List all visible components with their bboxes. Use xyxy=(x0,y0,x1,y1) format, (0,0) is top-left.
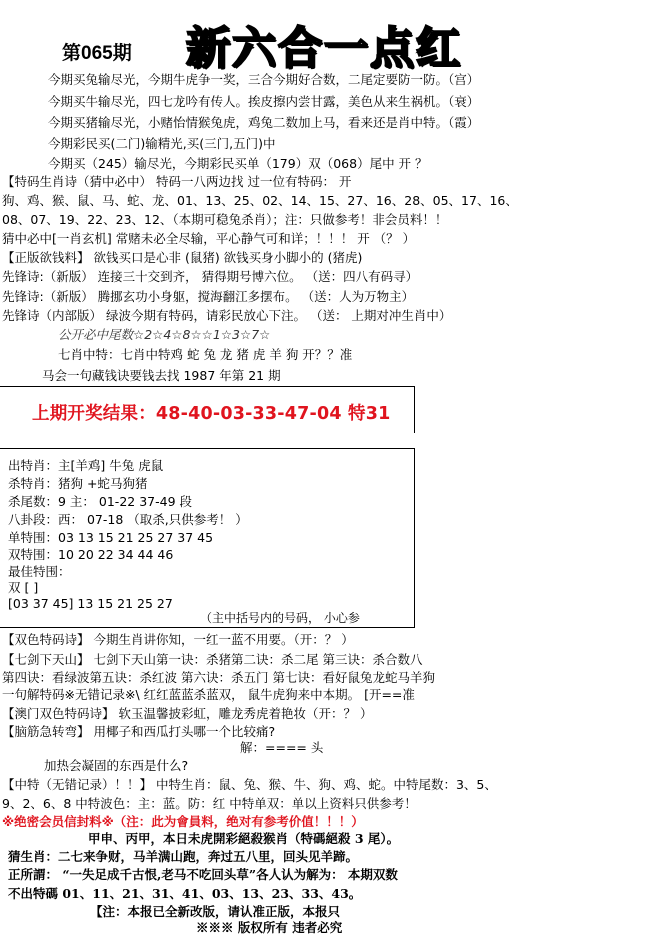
box-line-3: 杀尾数：9 主： 01-22 37-49 段 xyxy=(8,494,192,509)
bottom-line-4: 一句解特码※无错记录※\ 红红蓝蓝杀蓝双， 鼠牛虎狗来中本期。 [开==准 xyxy=(2,687,415,702)
bottom-line-10: 9、2、6、8 中特波色：主：蓝。防：红 中特单双：单以上资料只供参考！ xyxy=(2,796,417,811)
top-line-12: 先锋诗:（新版） 腾挪玄功小身躯，搅海翻江多摆布。 （送：人为万物主） xyxy=(2,289,415,304)
box-line-2: 杀特肖：猪狗 +蛇马狗猪 xyxy=(8,476,148,491)
bottom-line-7: 解：==== 头 xyxy=(240,740,324,755)
bottom-line-8: 加热会凝固的东西是什么? xyxy=(44,758,189,773)
top-line-9: 猜中必中[一肖玄机] 常赌未必全尽输，平心静气可和详；！！！ 开 （？ ） xyxy=(2,231,416,246)
top-line-6: 【特码生肖诗（猜中必中） 特码一八两边找 过一位有特码： 开 xyxy=(2,174,352,189)
bottom-line-17: ※※※ 版权所有 违者必究 xyxy=(196,920,343,935)
box-line-1: 出特肖：主[羊鸡] 牛兔 虎鼠 xyxy=(8,458,164,473)
top-line-16: 马会一句藏钱诀要钱去找 1987 年第 21 期 xyxy=(42,368,281,383)
bottom-line-13: 猜生肖：二七来争财，马羊满山跑，奔过五八里，回头见羊蹄。 xyxy=(8,849,359,864)
top-line-2: 今期买牛输尽光，四七龙吟有传人。挨皮擦内尝甘露，美色从来生祸机。（衰） xyxy=(48,94,480,109)
bottom-line-16: 【注：本报已全新改版，请认准正版，本报只 xyxy=(90,904,341,919)
top-line-13: 先锋诗（内部版） 绿波今期有特码，请彩民放心下注。 （送： 上期对冲生肖中） xyxy=(2,308,452,323)
box-line-9: [03 37 45] 13 15 21 25 27 xyxy=(8,596,173,611)
bottom-line-12: 甲申、丙甲，本日未虎開彩絕殺猴肖（特碼絕殺 3 尾）。 xyxy=(88,831,400,846)
top-line-4: 今期彩民买(二门)输精光,买(三门,五门)中 xyxy=(48,136,276,151)
box-line-5: 单特围：03 13 15 21 25 27 37 45 xyxy=(8,530,214,545)
top-line-3: 今期买猪输尽光，小赌怡情猴兔虎，鸡兔二数加上马，看来还是肖中特。（霞） xyxy=(48,115,480,130)
top-line-15: 七肖中特：七肖中特鸡 蛇 兔 龙 猪 虎 羊 狗 开？？准 xyxy=(58,347,353,362)
bottom-line-5: 【澳门双色特码诗】 软玉温馨披彩虹，雕龙秀虎着艳妆（开：？ ） xyxy=(2,706,373,721)
last-result: 上期开奖结果：48-40-03-33-47-04 特31 xyxy=(32,404,391,424)
top-line-14 xyxy=(58,327,270,343)
box-line-6: 双特围：10 20 22 34 44 46 xyxy=(8,547,174,562)
box-line-4: 八卦段：西： 07-18 （取杀,只供参考！ ） xyxy=(8,512,248,527)
masthead-title: 新六合一点红 xyxy=(186,23,462,74)
box-line-7: 最佳特围： xyxy=(8,564,71,579)
box-line-10: （主中括号内的号码， 小心参 xyxy=(200,611,360,625)
bottom-line-11: ※绝密会员信封料※（注：此为會員料，绝对有参考价值！！！） xyxy=(2,814,364,829)
tail-stars: 公开必中尾数☆2☆4☆8☆☆1☆3☆7☆ xyxy=(58,327,271,342)
top-line-7: 狗、鸡、猴、鼠、马、蛇、龙、01、13、25、02、14、15、27、16、28、05、17、16、 xyxy=(2,193,518,208)
top-line-5: 今期买（245）输尽光，今期彩民买单（179）双（068）尾中 开 ？ xyxy=(48,156,428,171)
box-line-8: 双 [ ] xyxy=(8,580,39,595)
top-line-8: 08、07、19、22、23、12、（本期可稳兔杀肖）；注：只做参考！非会员料！！ xyxy=(2,212,448,227)
bottom-line-15: 不出特碼 01、11、21、31、41、03、13、23、33、43。 xyxy=(8,886,362,901)
issue-number: 第065期 xyxy=(62,43,132,64)
bottom-line-2: 【七剑下天山】 七剑下天山第一诀：杀猪第二诀：杀二尾 第三诀：杀合数八 xyxy=(2,652,423,667)
bottom-line-3: 第四诀：看绿波第五诀：杀红波 第六诀：杀五门 第七诀：看好鼠兔龙蛇马羊狗 xyxy=(2,670,435,685)
top-line-11: 先锋诗:（新版） 连接三十交到齐， 猜得期号博六位。 （送：四八有码寻） xyxy=(2,269,419,284)
top-line-1: 今期买兔输尽光，今期牛虎争一奖，三合今期好合数，二尾定要防一防。（宫） xyxy=(48,72,480,87)
bottom-line-1: 【双色特码诗】 今期生肖讲你知，一红一蓝不用要。（开：？ ） xyxy=(2,632,354,647)
bottom-line-6: 【脑筋急转弯】 用椰子和西瓜打头哪一个比较痛? xyxy=(2,724,276,739)
bottom-line-14: 正所謂： “一失足成千古恨,老马不吃回头草”各人认为解为： 本期双数 xyxy=(8,867,398,882)
top-line-10: 【正版欲钱料】 欲钱买口是心非 (鼠猪) 欲钱买身小脚小的 (猪虎) xyxy=(2,250,363,265)
bottom-line-9: 【中特（无错记录）！！】 中特生肖：鼠、兔、猴、牛、狗、鸡、蛇。中特尾数：3、5、 xyxy=(2,777,497,792)
